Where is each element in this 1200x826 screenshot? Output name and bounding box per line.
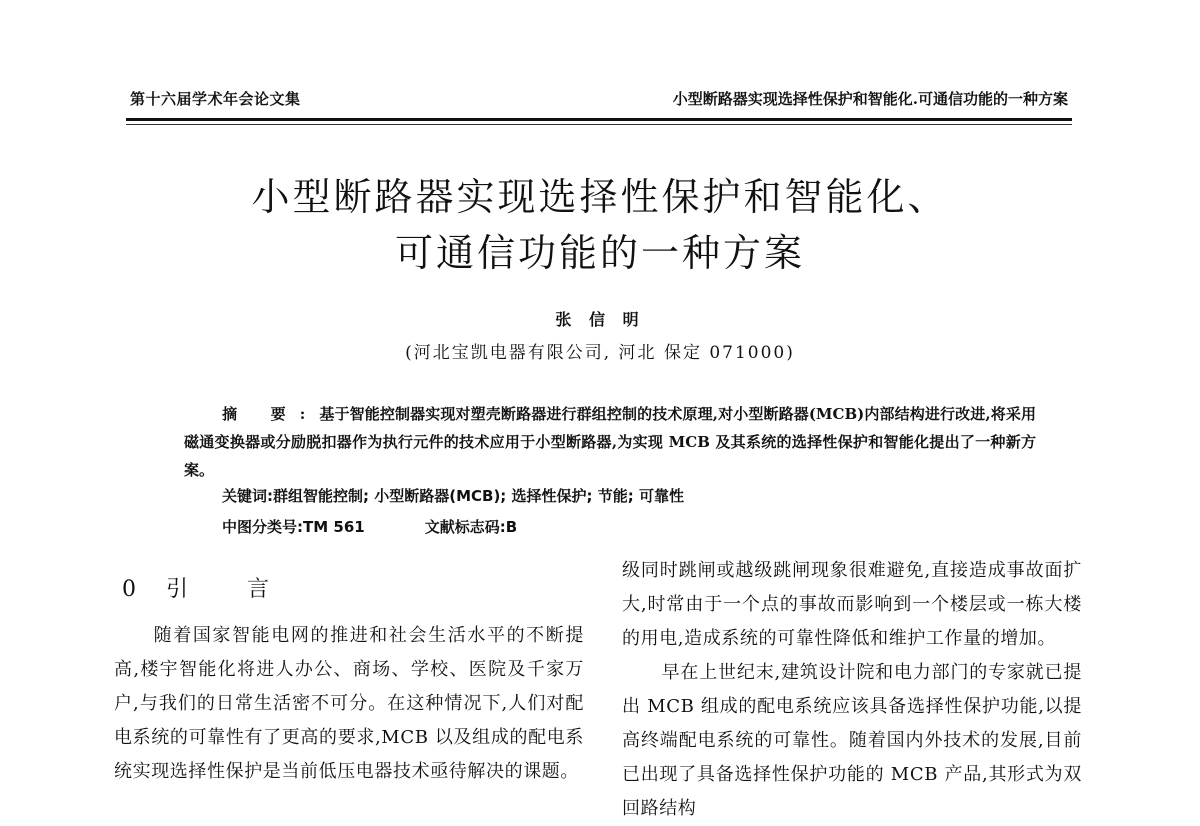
section-number: 0 (122, 577, 136, 602)
paragraph: 早在上世纪末,建筑设计院和电力部门的专家就已提出 MCB 组成的配电系统应该具备选择性保护功能,以提高终端配电系统的可靠性。随着国内外技术的发展,目前已出现了具备选择性保护功能的 MCB 产品,其形式为双回路结构 (622, 662, 1082, 819)
running-header-left: 第十六届学术年会论文集 (130, 90, 301, 108)
header-rule-thick (126, 118, 1072, 121)
abstract-label: 摘 要: (222, 405, 320, 423)
section-heading (122, 572, 295, 603)
paragraph: 随着国家智能电网的推进和社会生活水平的不断提高,楼宇智能化将进人办公、商场、学校、医院及千家万户,与我们的日常生活密不可分。在这种情况下,人们对配电系统的可靠性有了更高的要求,MCB 以及组成的配电系统实现选择性保护是当前低压电器技术亟待解决的课题。 (114, 625, 584, 782)
keywords-text: 群组智能控制; 小型断路器(MCB); 选择性保护; 节能; 可靠性 (273, 487, 684, 505)
author-affiliation: (河北宝凯电器有限公司, 河北 保定 071000) (405, 343, 795, 363)
doc-code-label: 文献标志码: (424, 518, 506, 536)
left-column (114, 619, 584, 789)
clc-value: TM 561 (303, 518, 365, 536)
paper-title-line-1: 小型断路器实现选择性保护和智能化、 (251, 175, 949, 219)
abstract (184, 400, 1036, 484)
paragraph: 级同时跳闸或越级跳闸现象很难避免,直接造成事故面扩大,时常由于一个点的事故而影响到一个楼层或一栋大楼的用电,造成系统的可靠性降低和维护工作量的增加。 (622, 560, 1082, 649)
doc-code-value: B (505, 518, 518, 536)
header-rule-thin (126, 124, 1072, 125)
right-column (622, 554, 1082, 826)
abstract-text: 基于智能控制器实现对塑壳断路器进行群组控制的技术原理,对小型断路器(MCB)内部结构进行改进,将采用磁通变换器或分励脱扣器作为执行元件的技术应用于小型断路器,为实现 MCB 及其系统的选择性保护和智能化提出了一种新方案。 (184, 405, 1036, 479)
keywords-label: 关键词: (222, 487, 273, 505)
running-header-right: 小型断路器实现选择性保护和智能化.可通信功能的一种方案 (672, 90, 1068, 108)
paper-title-line-2: 可通信功能的一种方案 (394, 231, 805, 275)
clc-label: 中图分类号: (222, 518, 303, 536)
author-name: 张 信 明 (555, 310, 645, 329)
section-title: 引 言 (166, 577, 295, 602)
classification (222, 516, 517, 537)
keywords (222, 485, 684, 506)
